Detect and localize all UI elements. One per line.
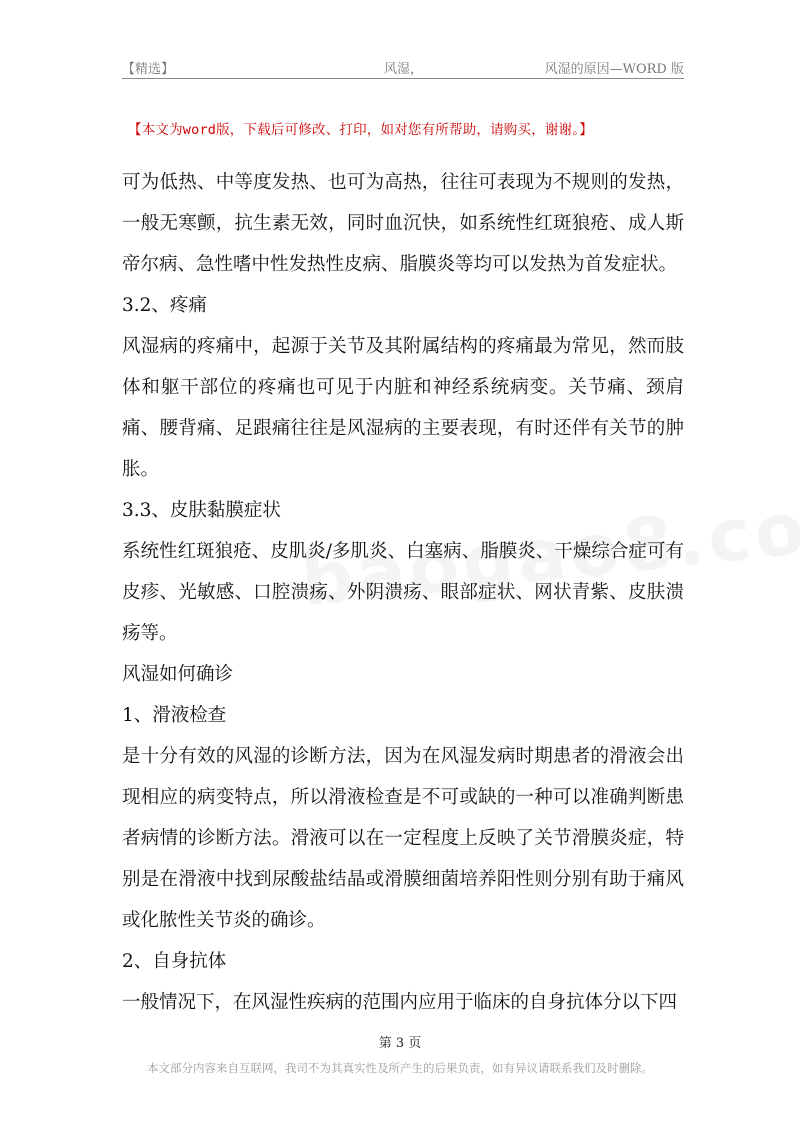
header-left-label: 【精选】 [122,62,175,77]
header-right-label: 风湿的原因—WORD 版 [544,62,684,77]
header-middle-label: 风湿， [384,62,424,77]
paragraph-pain: 风湿病的疼痛中，起源于关节及其附属结构的疼痛最为常见，然而肢体和躯干部位的疼痛也可见于内脏和神经系统病变。关节痛、颈肩痛、腰背痛、足跟痛往往是风湿病的主要表现，有时还伴有关节的肿胀。 [122,336,684,480]
section-heading-pain: 3.2、疼痛 [122,295,207,316]
paragraph-fever: 可为低热、中等度发热、也可为高热，往往可表现为不规则的发热，一般无寒颤，抗生素无效，同时血沉快，如系统性红斑狼疮、成人斯帝尔病、急性嗜中性发热性皮病、脂膜炎等均可以发热为首发症状。 [122,172,684,275]
page-header [122,56,684,79]
paragraph-skin: 系统性红斑狼疮、皮肌炎/多肌炎、白塞病、脂膜炎、干燥综合症可有皮疹、光敏感、口腔溃疡、外阴溃疡、眼部症状、网状青紫、皮肤溃疡等。 [122,541,684,644]
section-heading-diagnosis: 风湿如何确诊 [122,664,234,685]
footer-disclaimer: 本文部分内容来自互联网，我司不为其真实性及所产生的后果负责，如有异议请联系我们及时删除。 [147,1061,653,1075]
paragraph-autoantibody: 一般情况下，在风湿性疾病的范围内应用于临床的自身抗体分以下四 [122,992,678,1013]
paragraph-synovial: 是十分有效的风湿的诊断方法，因为在风湿发病时期患者的滑液会出现相应的病变特点，所以滑液检查是不可或缺的一种可以准确判断患者病情的诊断方法。滑液可以在一定程度上反映了关节滑膜炎症，特别是在滑液中找到尿酸盐结晶或滑膜细菌培养阳性则分别有助于痛风或化脓性关节炎的确诊。 [122,746,684,931]
download-notice: 【本文为word版，下载后可修改、打印，如对您有所帮助，请购买，谢谢。】 [128,122,593,138]
section-heading-synovial: 1、滑液检查 [122,705,227,726]
section-heading-autoantibody: 2、自身抗体 [122,951,227,972]
document-body [122,162,684,1023]
section-heading-skin: 3.3、皮肤黏膜症状 [122,500,281,521]
page-number: 第 3 页 [378,1036,422,1051]
